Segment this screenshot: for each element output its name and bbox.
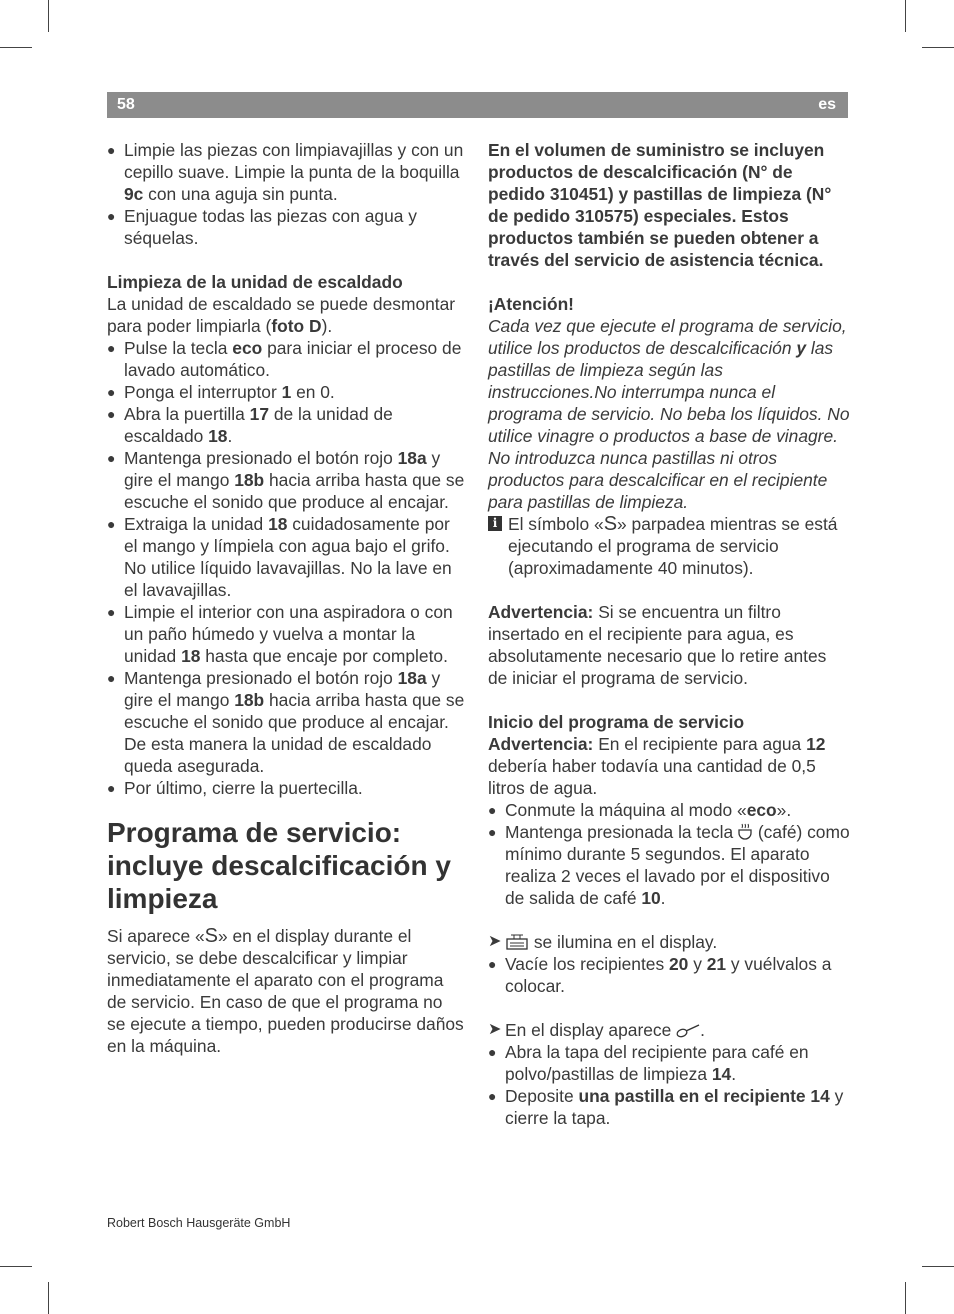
bullet: ● <box>107 208 116 224</box>
page-header <box>107 92 848 118</box>
section-heading: Inicio del programa de servicio <box>488 712 745 732</box>
crop-mark <box>922 47 954 48</box>
result-item: ➤ se ilumina en el display. <box>488 932 718 952</box>
arrow-right-icon: ➤ <box>488 1021 502 1038</box>
list-item: ● Por último, cierre la puertecilla. <box>107 778 363 798</box>
bullet: ● <box>107 142 116 158</box>
bullet: ● <box>107 670 116 686</box>
crop-mark <box>48 1282 49 1314</box>
list-item: ● Abra la puertilla 17 de la unidad de escaldado 18. <box>107 404 393 446</box>
list-item: ● Abra la tapa del recipiente para café en polvo/pastillas de limpieza 14. <box>488 1042 809 1084</box>
list-item: ● Mantenga presionado el botón rojo 18a y gire el mango 18b hacia arriba hasta que se escuche el sonido que produce al encajar. <box>107 448 465 512</box>
attention-heading: ¡Atención! <box>488 294 574 314</box>
bullet: ● <box>107 516 116 532</box>
list-item: ● Enjuague todas las piezas con agua y séquelas. <box>107 206 417 248</box>
spoon-icon <box>676 1024 700 1038</box>
list-item: ● Vacíe los recipientes 20 y 21 y vuélvalos a colocar. <box>488 954 832 996</box>
bullet: ● <box>488 1044 497 1060</box>
list-item: ● Limpie el interior con una aspiradora o con un paño húmedo y vuelva a montar la unidad 18 hasta que encaje por completo. <box>107 602 453 666</box>
list-item: ● Pulse la tecla eco para iniciar el proceso de lavado automático. <box>107 338 462 380</box>
bullet: ● <box>107 384 116 400</box>
bullet: ● <box>488 1088 497 1104</box>
language-code: es <box>818 96 836 113</box>
bullet: ● <box>107 340 116 356</box>
bullet: ● <box>107 450 116 466</box>
info-icon: i <box>488 516 502 531</box>
crop-mark <box>922 1266 954 1267</box>
list-item: ● Deposite una pastilla en el recipiente 14 y cierre la tapa. <box>488 1086 844 1128</box>
service-symbol: S <box>603 513 618 535</box>
list-item: ● Ponga el interruptor 1 en 0. <box>107 382 335 402</box>
paragraph: Si aparece «S» en el display durante el servicio, se debe descalcificar y limpiar inmediatamente el aparato con el programa de servicio. En caso de que el programa no se ejecute a tiempo, pueden producirse daños en la máquina. <box>107 925 464 1056</box>
service-symbol: S <box>204 925 218 947</box>
coffee-cup-icon <box>738 823 753 840</box>
list-item: ● Limpie las piezas con limpiavajillas y con un cepillo suave. Limpie la punta de la boquilla 9c con una aguja sin punta. <box>107 140 464 204</box>
crop-mark <box>905 0 906 32</box>
left-column <box>107 139 465 1057</box>
list-item: ● Conmute la máquina al modo «eco». <box>488 800 792 820</box>
arrow-right-icon: ➤ <box>488 933 502 950</box>
warning: Advertencia: En el recipiente para agua 12 debería haber todavía una cantidad de 0,5 litros de agua. <box>488 734 826 798</box>
bullet: ● <box>488 802 497 818</box>
crop-mark <box>0 1266 32 1267</box>
list-item: ● Extraiga la unidad 18 cuidadosamente por el mango y límpiela con agua bajo el grifo. No utilice líquido lavavajillas. No la lave en el lavavajillas. <box>107 514 452 600</box>
right-column <box>488 139 850 1129</box>
bullet: ● <box>488 956 497 972</box>
section-heading: Limpieza de la unidad de escaldado <box>107 272 403 292</box>
list-item: ● Mantenga presionada la tecla (café) como mínimo durante 5 segundos. El aparato realiza 2 veces el lavado por el dispositivo de salida de café 10. <box>488 822 850 908</box>
bullet: ● <box>107 780 116 796</box>
attention-text: Cada vez que ejecute el programa de servicio, utilice los productos de descalcificación y las pastillas de limpieza según las instrucciones.No interrumpa nunca el programa de servicio. No beba los líquidos. No utilice vinagre o productos a base de vinagre. No introduzca nunca pastillas ni otros productos para descalcificar en el recipiente para pastillas de limpieza. <box>488 316 850 512</box>
page-number: 58 <box>117 96 135 113</box>
crop-mark <box>48 0 49 32</box>
bullet: ● <box>488 824 497 840</box>
bullet: ● <box>107 604 116 620</box>
warning: Advertencia: Si se encuentra un filtro insertado en el recipiente para agua, es absolutamente necesario que lo retire antes de iniciar el programa de servicio. <box>488 602 827 688</box>
crop-mark <box>0 47 32 48</box>
bullet: ● <box>107 406 116 422</box>
list-item: ● Mantenga presionado el botón rojo 18a y gire el mango 18b hacia arriba hasta que se escuche el sonido que produce al encajar. De esta manera la unidad de escaldado queda asegurada. <box>107 668 465 776</box>
supply-note: En el volumen de suministro se incluyen productos de descalcificación (N° de pedido 310451) y pastillas de limpieza (N° de pedido 310575) especiales. Estos productos también se pueden obtener a través del servicio de asistencia técnica. <box>488 140 832 270</box>
info-note: i El símbolo «S» parpadea mientras se está ejecutando el programa de servicio (aproximadamente 40 minutos). <box>488 513 850 579</box>
paragraph: La unidad de escaldado se puede desmontar para poder limpiarla (foto D). <box>107 294 456 336</box>
crop-mark <box>905 1282 906 1314</box>
section-title: Programa de servicio: incluye descalcificación y limpieza <box>107 817 451 914</box>
result-item: ➤ En el display aparece . <box>488 1020 705 1040</box>
container-icon <box>505 933 529 950</box>
footer-company: Robert Bosch Hausgeräte GmbH <box>107 1216 291 1230</box>
